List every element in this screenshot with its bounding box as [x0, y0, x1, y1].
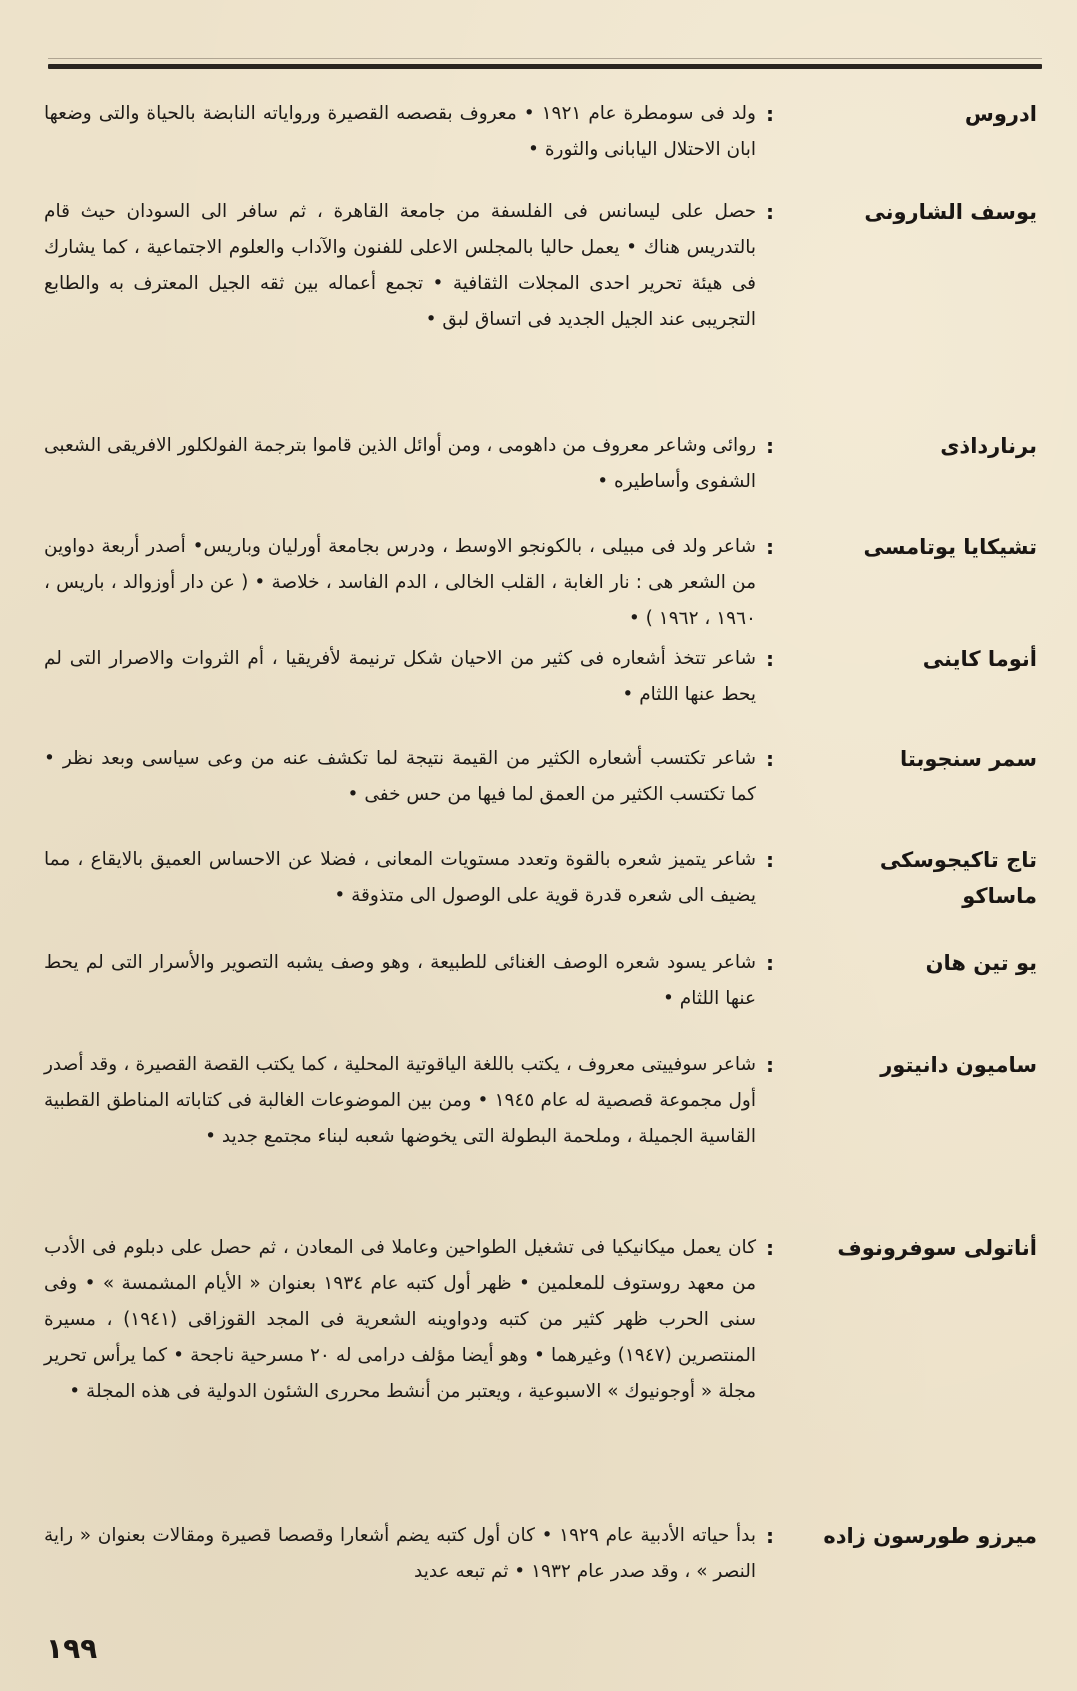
- entry-text: روائى وشاعر معروف من داهومى ، ومن أوائل الذين قاموا بترجمة الفولكلور الافريقى الشعبى الشفوى وأساطيره •: [44, 435, 756, 492]
- entry-colon: :: [766, 848, 774, 872]
- entry-colon: :: [766, 1236, 774, 1260]
- entry-name: تاج تاكيجوسكى ماساكو: [879, 848, 1037, 908]
- entry-colon: :: [766, 1524, 774, 1548]
- entry-text: شاعر يتميز شعره بالقوة وتعدد مستويات المعانى ، فضلا عن الاحساس العميق بالايقاع ، مما يضيف الى شعره قدرة قوية على الوصول الى متذوقة •: [44, 849, 756, 906]
- entry-text: شاعر ولد فى مبيلى ، بالكونجو الاوسط ، ودرس بجامعة أورليان وباريس• أصدر أربعة دواوين من الشعر هى : نار الغابة ، القلب الخالى ، الدم الفاسد ، خلاصة • ( عن دار أوزوالد ، باريس ، ١٩٦٠ ، ١٩٦٢ ) •: [44, 536, 756, 629]
- entry-colon: :: [766, 434, 774, 458]
- entry-text: شاعر تتخذ أشعاره فى كثير من الاحيان شكل ترنيمة لأفريقيا ، أم الثروات والاصرار التى لم يحط عنها اللثام •: [44, 648, 756, 705]
- entry-colon: :: [766, 747, 774, 771]
- entry-colon: :: [766, 647, 774, 671]
- entry-text: شاعر سوفييتى معروف ، يكتب باللغة الياقوتية المحلية ، كما يكتب القصة القصيرة ، وقد أصدر أول مجموعة قصصية له عام ١٩٤٥ • ومن بين الموضوعات الغالبة فى كتاباته المناطق القطبية القاسية الجميلة ، وملحمة البطولة التى يخوضها شعبه لبناء مجتمع جديد •: [44, 1054, 756, 1147]
- entry-name: ساميون دانيتور: [880, 1053, 1037, 1077]
- entry-name: يو تين هان: [925, 951, 1037, 975]
- page-number: ١٩٩: [46, 1632, 98, 1665]
- entry-text: شاعر يسود شعره الوصف الغنائى للطبيعة ، وهو وصف يشبه التصوير والأسرار التى لم يحط عنها اللثام •: [44, 952, 756, 1009]
- entry-name: برنارداذى: [940, 434, 1037, 458]
- entry-colon: :: [766, 535, 774, 559]
- entry-colon: :: [766, 1053, 774, 1077]
- entry-name: أنوما كاينى: [922, 647, 1037, 671]
- entry-text: بدأ حياته الأدبية عام ١٩٢٩ • كان أول كتبه يضم أشعارا وقصصا قصيرة ومقالات بعنوان « راية النصر » ، وقد صدر عام ١٩٣٢ • ثم تبعه عديد: [44, 1525, 756, 1582]
- entry-text: حصل على ليسانس فى الفلسفة من جامعة القاهرة ، ثم سافر الى السودان حيث قام بالتدريس هناك • يعمل حاليا بالمجلس الاعلى للفنون والآداب والعلوم الاجتماعية ، كما يشارك فى هيئة تحرير احدى المجلات الثقافية • تجمع أعماله بين ثقه الجيل المعترف به والطابع التجريبى عند الجيل الجديد فى اتساق لبق •: [44, 201, 756, 330]
- entry-name: يوسف الشارونى: [864, 200, 1037, 224]
- entry-colon: :: [766, 200, 774, 224]
- entry-colon: :: [766, 102, 774, 126]
- entry-name: ادروس: [964, 102, 1037, 126]
- entry-name: أناتولى سوفرونوف: [837, 1236, 1037, 1260]
- entry-text: شاعر تكتسب أشعاره الكثير من القيمة نتيجة لما تكشف عنه من وعى سياسى وبعد نظر • كما تكتسب الكثير من العمق لما فيها من حس خفى •: [44, 748, 756, 805]
- entry-name: تشيكايا يوتامسى: [863, 535, 1037, 559]
- entry-text: كان يعمل ميكانيكيا فى تشغيل الطواحين وعاملا فى المعادن ، ثم حصل على دبلوم فى الأدب من معهد روستوف للمعلمين • ظهر أول كتبه عام ١٩٣٤ بعنوان « الأيام المشمسة » • وفى سنى الحرب ظهر كثير من كتبه ودواوينه الشعرية فى المجد القوزاقى (١٩٤١) ، مسيرة المنتصرين (١٩٤٧) وغيرهما • وهو أيضا مؤلف درامى له ٢٠ مسرحية ناجحة • كما يرأس تحرير مجلة « أوجونيوك » الاسبوعية ، ويعتبر من أنشط محررى الشئون الدولية فى هذه المجلة •: [44, 1237, 757, 1402]
- entry-name: ميرزو طورسون زاده: [823, 1524, 1037, 1548]
- entry-name: سمر سنجوبتا: [900, 747, 1037, 771]
- entry-colon: :: [766, 951, 774, 975]
- entry-text: ولد فى سومطرة عام ١٩٢١ • معروف بقصصه القصيرة ورواياته النابضة بالحياة والتى وضعها ابان الاحتلال اليابانى والثورة •: [44, 103, 756, 160]
